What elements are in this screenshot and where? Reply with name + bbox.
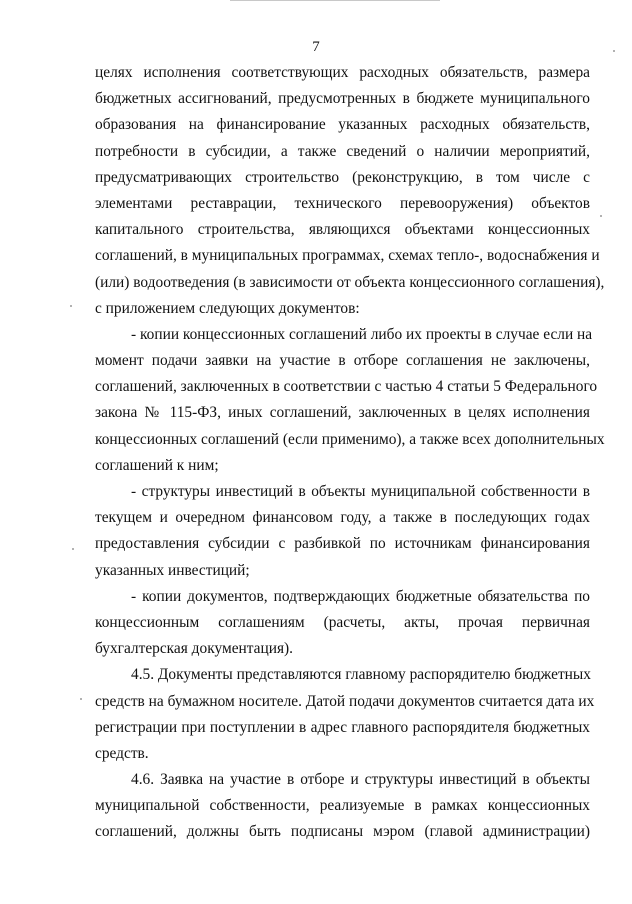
text-line: соглашений, заключенных в соответствии с частью 4 статьи 5 Федерального bbox=[95, 378, 598, 396]
paragraph-bullet-concession-copies bbox=[95, 322, 605, 479]
text-line: указанных инвестиций; bbox=[95, 561, 250, 579]
text-line: муниципальной собственности, реализуемые в рамках концессионных bbox=[95, 797, 590, 815]
text-line: элементами реставрации, технического перевооружения) объектов bbox=[95, 194, 590, 212]
text-line: соглашений, должны быть подписаны мэром (главой администрации) bbox=[95, 823, 590, 841]
text-line: потребности в субсидии, а также сведений о наличии мероприятий, bbox=[95, 142, 590, 160]
text-line: средств. bbox=[95, 744, 149, 762]
scan-top-edge bbox=[230, 0, 440, 1]
text-line: с приложением следующих документов: bbox=[95, 299, 360, 317]
paragraph-bullet-investment-structure bbox=[95, 479, 590, 584]
text-line: предоставления субсидии с разбивкой по источникам финансирования bbox=[95, 535, 590, 553]
scan-speck bbox=[72, 548, 74, 550]
paragraph-clause-4-5 bbox=[95, 662, 595, 767]
text-line: образования на финансирование указанных расходных обязательств, bbox=[95, 116, 590, 134]
text-line: регистрации при поступлении в адрес главного распорядителя бюджетных bbox=[95, 718, 590, 736]
body-text bbox=[95, 60, 605, 846]
text-line: соглашений, в муниципальных программах, схемах тепло-, водоснабжения и bbox=[95, 247, 600, 265]
scan-speck bbox=[600, 215, 602, 217]
paragraph-continuation bbox=[95, 60, 605, 322]
text-line: средств на бумажном носителе. Датой подачи документов считается дата их bbox=[95, 692, 595, 710]
text-line: концессионным соглашениям (расчеты, акты, прочая первичная bbox=[95, 613, 590, 631]
text-line: предусматривающих строительство (реконструкцию, в том числе с bbox=[95, 168, 590, 186]
text-line: момент подачи заявки на участие в отборе соглашения не заключены, bbox=[95, 352, 590, 370]
text-line: - структуры инвестиций в объекты муниципальной собственности в bbox=[131, 483, 590, 500]
text-line: - копии концессионных соглашений либо их проекты в случае если на bbox=[131, 325, 593, 343]
paragraph-bullet-budget-documents bbox=[95, 584, 590, 663]
text-line: 4.5. Документы представляются главному распорядителю бюджетных bbox=[131, 666, 591, 684]
paragraph-clause-4-6 bbox=[95, 767, 590, 846]
page-number: 7 bbox=[312, 39, 320, 55]
text-line: целях исполнения соответствующих расходных обязательств, размера bbox=[95, 64, 590, 81]
text-line: бюджетных ассигнований, предусмотренных в бюджете муниципального bbox=[95, 90, 590, 108]
text-line: концессионных соглашений (если применимо), а также всех дополнительных bbox=[95, 430, 605, 448]
text-line: бухгалтерская документация). bbox=[95, 640, 294, 658]
scan-speck bbox=[70, 305, 72, 307]
text-line: (или) водоотведения (в зависимости от объекта концессионного соглашения), bbox=[95, 273, 605, 291]
text-line: капитального строительства, являющихся объектами концессионных bbox=[95, 221, 590, 239]
text-line: 4.6. Заявка на участие в отборе и структуры инвестиций в объекты bbox=[131, 771, 590, 789]
text-line: закона № 115-ФЗ, иных соглашений, заключенных в целях исполнения bbox=[95, 404, 590, 422]
text-line: соглашений к ним; bbox=[95, 456, 219, 474]
text-line: текущем и очередном финансовом году, а также в последующих годах bbox=[95, 509, 590, 527]
scan-speck bbox=[80, 698, 82, 700]
text-line: - копии документов, подтверждающих бюджетные обязательства по bbox=[131, 587, 590, 605]
